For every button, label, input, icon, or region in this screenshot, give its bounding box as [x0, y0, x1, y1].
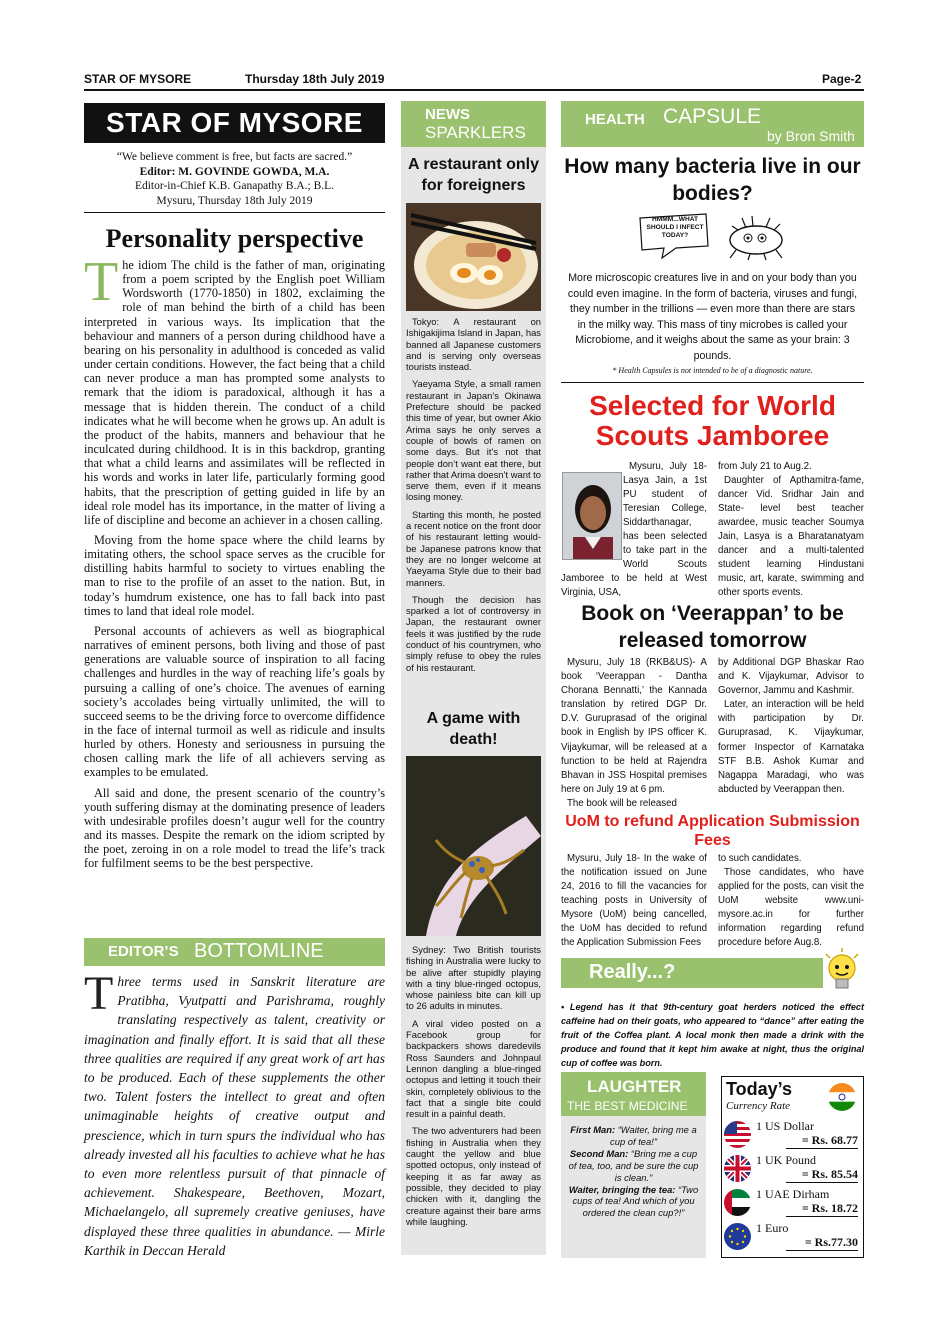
scouts-right-paragraph: Daughter of Apthamitra-fame, dancer Vid. Sridhar Jain and State- level best teacher awardee, music teacher Soumya Jain, Lasya is a Bharatanatyam dancer and a multi-talented student learning Hindustani music, art, karate, swimming and other sports events.: [718, 475, 864, 598]
news-story2-paragraph-1: A viral video posted on a Facebook group for backpackers shows daredevils Ross Saunders and Johnpaul Lennon dangling a blue-ringed octopus and letting it touch their skin, completely oblivious to the fact that a single bite could result in a painful death.: [406, 1017, 541, 1120]
really-label: Really...?: [589, 961, 676, 983]
news-story1-paragraph-1: Yaeyama Style, a small ramen restaurant in Japan’s Okinawa Prefecture should be packed this time of year, but owner Akio Arima says he only serves a couple of bowls of ramen on some days. But it’s not that people don’t want eat there, but rather that Arima doesn’t want to serve them, even if it means losing money.: [406, 378, 541, 503]
veerappan-right-paragraph-2: Later, an interaction will be held with participation by Dr. Guruprasad, K. Vijaykumar, former Inspector of Karnataka STF B.B. Ashok Kumar and Nagappa Maradagi, who was abducted by Veerappan then.: [718, 699, 864, 795]
scouts-title: Selected for World Scouts Jamboree: [589, 390, 836, 451]
veerappan-left-paragraph-2: The book will be released: [567, 797, 677, 809]
news-story1-paragraph-2: Starting this month, he posted a recent notice on the front door of his restaurant letting would-be Japanese patrons know that they are no longer welcome at Yaeyama Style due to their bad manners.: [406, 508, 541, 588]
news-story1-paragraph-3: Though the decision has sparked a lot of controversy in Japan, the restaurant owner feels it was justified by the rude conduct of his countrymen, who simply refuse to obey the rules of his restaurant.: [406, 593, 541, 673]
bacteria-cartoon: [632, 210, 792, 262]
masthead-quote: “We believe comment is free, but facts are sacred.”: [116, 151, 353, 163]
rate-usd-value: = Rs. 68.77: [786, 1133, 858, 1149]
uom-right-paragraph: Those candidates, who have applied for the posts, can visit the UoM website www.uni-mysore.ac.in for further information regarding refund procedure before Aug.8.: [718, 867, 864, 948]
laughter-joke: [565, 1124, 702, 1219]
rate-row-usd: [722, 1117, 872, 1151]
laughter-line-2: Second Man: “Bring me a cup of tea, too, and be sure the cup is clean.”: [568, 1147, 699, 1183]
veerappan-right-paragraph: by Additional DGP Bhaskar Rao and K. Vijaykumar, Advisor to Governor, Jammu and Kashmir.: [718, 657, 864, 697]
health-title: How many bacteria live in our bodies?: [564, 155, 861, 205]
bottomline-label-light: BOTTOMLINE: [194, 940, 324, 962]
header-page-number: Page-2: [822, 72, 862, 86]
news-story1-caption: Tokyo: A restaurant on Ishigakijima Island in Japan, has banned all Japanese customers and is serving only overseas tourists instead.: [406, 316, 541, 373]
uae-flag-icon: [724, 1189, 751, 1216]
really-banner: [561, 958, 823, 988]
scouts-left-column: [561, 460, 707, 600]
masthead-rule: [84, 212, 385, 213]
health-byline: by Bron Smith: [767, 128, 855, 144]
header-date: Thursday 18th July 2019: [245, 72, 385, 86]
india-flag-icon: [828, 1083, 856, 1111]
ramen-photo: [406, 203, 541, 311]
news-story1-title: A restaurant only for foreigners: [408, 156, 539, 194]
uk-flag-icon: [724, 1155, 751, 1182]
scouts-right-lead: from July 21 to Aug.2.: [718, 461, 812, 472]
masthead-info: [84, 150, 385, 208]
rate-row-aed: [722, 1185, 872, 1219]
editorial-paragraph-1: he idiom The child is the father of man, originating from a poem scripted by the English poet William Wordsworth (1770-1850) in 1802, exclaiming the role of man behind the birth of a child has been interpreted in various ways. Its implication that the behaviour and manners of a person during childhood have a bearing on his personality in adulthood is conceded as valid under certain conditions. However, the fact being that a child can never produce a man has prompted some analysts to remark that the idiom is paradoxical, although it has a message that is hidden therein. The conduct of a child indicates what he will become when he grows up. An adult is the product of the habits, manners and behaviour that he inculcated during childhood. It is in this backdrop, granting that what a child learns and assimilates will be reflected in his words and works in later life, particularly forming good habits, that the prescription of getting guided in life by an ideal role model has its importance, in the matter of living a life of discipline and become an achiever in a chosen calling.: [84, 258, 385, 527]
editorial-paragraph-3: Personal accounts of achievers as well as biographical narratives of eminent persons, both living and those of past generations are valuable source of inspiration to all facing challenges and hurdles in the way of reaching life’s goals by pursuing a calling of one’s choice. The avenues of earning society’s accolades being virtually unlimited, the will to succeed seems to be the driving force to overcome diffidence in the face of internal turmoil as well as ridicule and insults hurled by others. Honesty and seriousness in pursuing the chosen calling mark the life of all achievers serving as examples to be emulated.: [84, 623, 385, 780]
news-story2-caption: Sydney: Two British tourists fishing in Australia were lucky to be alive after stupidly playing with a tiny blue-ringed octopus, whose painless bite can kill up to 26 adults in minutes.: [406, 944, 541, 1012]
scouts-lead: Mysuru, July 18- Lasya Jain, a 1st PU student of Teresian College, Siddarthanagar, has been selected to take part in the World Scouts Jamboree to be held at West Virginia, USA,: [561, 461, 707, 598]
rate-row-gbp: [722, 1151, 872, 1185]
rate-row-eur: [722, 1219, 872, 1253]
masthead-dateline: Mysuru, Thursday 18th July 2019: [156, 194, 313, 207]
news-story2-paragraph-2: The two adventurers had been fishing in Australia when they caught the yellow and blue spotted octopus, only instead of keeping it as far away as possible, they decided to play chicken with it, dangling the creature against their bare arms while laughing.: [406, 1125, 541, 1227]
rate-aed-name: 1 UAE Dirham: [756, 1187, 830, 1201]
rate-gbp-value: = Rs. 85.54: [786, 1167, 858, 1183]
health-label-light: CAPSULE: [663, 105, 762, 128]
news-story1-body: [406, 316, 541, 679]
health-disclaimer: * Health Capsules is not intended to be of a diagnostic nature.: [612, 366, 813, 375]
rate-eur-value: = Rs.77.30: [786, 1235, 858, 1251]
cartoon-speech-bubble: HMMM...WHAT SHOULD I INFECT TODAY?: [646, 216, 704, 239]
currency-box: [721, 1076, 864, 1258]
health-rule: [561, 382, 864, 383]
masthead-editor: Editor: M. GOVINDE GOWDA, M.A.: [139, 165, 330, 178]
news-label-bold: NEWS: [425, 106, 470, 123]
lightbulb-icon: [822, 948, 862, 996]
uom-title: UoM to refund Application Submission Fees: [565, 813, 860, 849]
rate-gbp-name: 1 UK Pound: [756, 1153, 817, 1167]
health-label-bold: HEALTH: [585, 111, 645, 128]
scouts-right-column: [718, 460, 864, 600]
currency-subtitle: Currency Rate: [726, 1100, 791, 1112]
uom-right-lead: to such candidates.: [718, 853, 802, 864]
octopus-photo: [406, 756, 541, 936]
header-rule: [84, 89, 864, 91]
news-story2-body: [406, 944, 541, 1233]
rate-eur-name: 1 Euro: [756, 1221, 789, 1235]
veerappan-title: Book on ‘Veerappan’ to be released tomorrow: [581, 602, 844, 652]
rate-usd-name: 1 US Dollar: [756, 1119, 814, 1133]
eu-flag-icon: [724, 1223, 751, 1250]
uom-right-column: [718, 852, 864, 950]
masthead-title: STAR OF MYSORE: [84, 103, 385, 143]
veerappan-right-column: [718, 656, 864, 797]
editorial-dropcap: T: [84, 251, 119, 313]
currency-title: Today’s: [726, 1079, 793, 1099]
news-label-light: SPARKLERS: [425, 123, 526, 142]
veerappan-left-paragraph: Mysuru, July 18 (RKB&US)- A book ‘Veerappan - Dantha Chorana Bennatti,’ the Kannada translation by retired DGP Dr. D.V. Guruprasad of the original book in English by IPS officer K. Vijaykumar, will be released at a function to be held at Rajendra Bhavan in JSS Hospital premises here on July 19 at 6 pm.: [561, 657, 707, 795]
rate-aed-value: = Rs. 18.72: [786, 1201, 858, 1217]
laughter-line-1: First Man: “Waiter, bring me a cup of tea!”: [570, 1124, 697, 1147]
laughter-sub-label: THE BEST MEDICINE: [567, 1099, 688, 1113]
bottomline-body: [84, 967, 386, 1260]
editorial-body: [84, 251, 385, 877]
bottomline-dropcap: T: [84, 967, 114, 1020]
bottomline-text: hree terms used in Sanskrit literature are Pratibha, Vyutpatti and Parishrama, roughly translating respectively as talent, creativity or imagination and finally effort. It is said that all these three qualities are required if any great work of art has to be produced. Each of these supplements the other two. Talent fosters the intellect to great and often unimaginable heights of creative output and prescience, which in turn spurs the individual who has already invested all his faculties to achieve what he has to even more relentless pursuit of that pinnacle of achievement. Shakespeare, Beethoven, Mozart, Michaelangelo, all supremely creative geniuses, have displayed these three qualities in abundance.: [84, 974, 385, 1239]
bottomline-credit: — Mirle Karthik in Deccan Herald: [84, 1223, 386, 1258]
veerappan-left-column: [561, 656, 707, 811]
news-story2-title: A game with death!: [426, 710, 521, 748]
editorial-title: Personality perspective: [105, 224, 364, 253]
editorial-paragraph-4: All said and done, the present scenario of the country’s youth suffering dismay at the dominating presence of leaders with undesirable profiles doesn’t augur well for the country and its masses. Despite the remark on the idiom scripted by the poet, zeroing in on a role model to tread the life’s track for fulfilment seems to be the best perspective.: [84, 785, 385, 871]
uom-left-paragraph: Mysuru, July 18- In the wake of the notification issued on June 24, 2016 to fill the vacancies for teaching posts in University of Mysore (UoM) being cancelled, the UoM has decided to refund the Application Submission Fees: [561, 853, 707, 948]
really-text: • Legend has it that 9th-century goat herders noticed the effect caffeine had on their goats, who appeared to “dance” after eating the fruit of the Coffea plant. A local monk then made a drink with the produce and found that it kept him awake at night, thus the original cup of coffee was born.: [561, 1002, 864, 1068]
health-banner: [561, 101, 864, 147]
health-text: More microscopic creatures live in and on your body than you could even imagine. In the form of bacteria, viruses and fungi, they number in the trillions — even more than there are stars in the milky way. This mass of tiny microbes is called your Microbiome, and it weighs about the same as your brain: 3 pounds.: [567, 272, 858, 362]
editorial-paragraph-2: Moving from the home space where the child learns by imitating others, the school space serves as the crucible for distilling habits harmful to society to virtues enabling the man to rise to the profile of an asset to the nation. But, in today’s humdrum existence, one has to fall back into past times to land that ideal role model.: [84, 532, 385, 618]
uom-left-column: [561, 852, 707, 950]
header-paper-name: STAR OF MYSORE: [84, 72, 192, 86]
usa-flag-icon: [724, 1121, 751, 1148]
laughter-banner: [561, 1072, 706, 1116]
laughter-label: LAUGHTER: [587, 1077, 682, 1096]
masthead-editor-in-chief: Editor-in-Chief K.B. Ganapathy B.A.; B.L.: [134, 180, 335, 192]
bottomline-label-bold: EDITOR’S: [108, 943, 179, 960]
news-banner: [401, 101, 546, 147]
laughter-line-3: Waiter, bringing the tea: “Two cups of tea! And which of you ordered the clean cup?!”: [568, 1183, 699, 1219]
bottomline-banner: [84, 938, 385, 966]
